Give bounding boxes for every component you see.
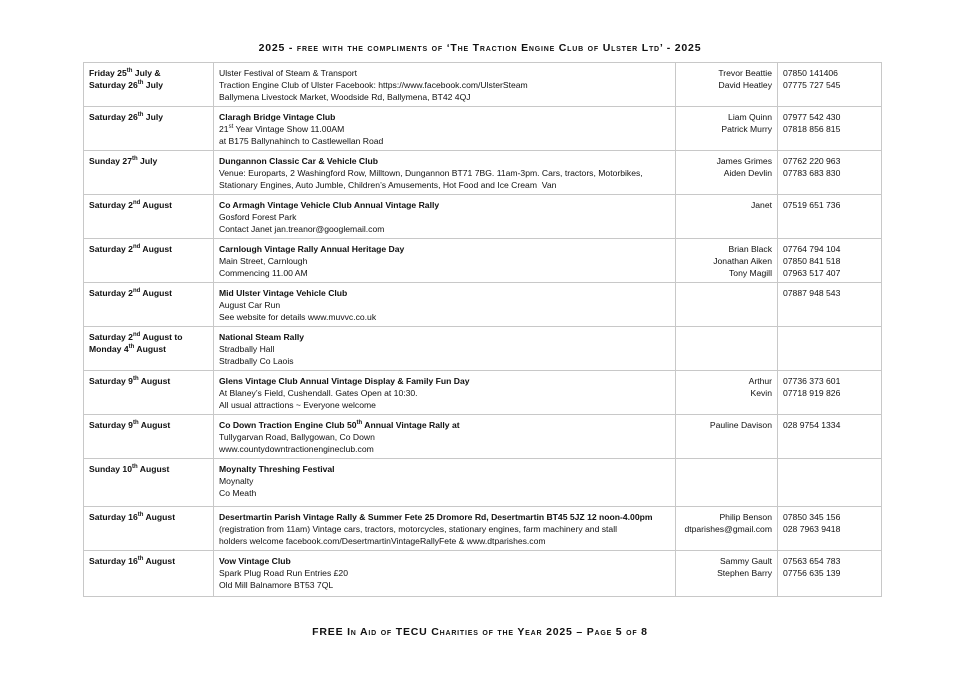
event-date-line: Sunday 10th August	[89, 464, 170, 474]
contact-name: Janet	[750, 200, 772, 210]
event-row	[84, 371, 882, 415]
event-title: Carnlough Vintage Rally Annual Heritage Day	[219, 244, 405, 254]
event-row	[84, 415, 882, 459]
event-detail-line: Stradbally Co Laois	[219, 356, 294, 366]
contact-phone: 07850 345 156	[783, 512, 841, 522]
event-phones	[778, 151, 882, 195]
event-date-line: Saturday 2nd August	[89, 288, 172, 298]
contact-name: James Grimes	[716, 156, 772, 166]
event-row	[84, 195, 882, 239]
event-phones	[778, 327, 882, 371]
event-date	[84, 507, 214, 551]
event-detail-line: Stationary Engines, Auto Jumble, Children’s Amusements, Hot Food and Ice Cream Van	[219, 180, 557, 190]
event-details	[214, 195, 676, 239]
contact-name: Sammy Gault	[719, 556, 772, 566]
event-date-line: Saturday 2nd August	[89, 200, 172, 210]
event-contacts	[676, 195, 778, 239]
event-details	[214, 415, 676, 459]
event-detail-line: holders welcome facebook.com/DesertmartinVintageRallyFete & www.dtparishes.com	[219, 536, 546, 546]
event-date	[84, 415, 214, 459]
event-phones	[778, 239, 882, 283]
event-contacts	[676, 63, 778, 107]
event-row	[84, 107, 882, 151]
event-details	[214, 459, 676, 507]
event-detail-line: (registration from 11am) Vintage cars, tractors, motorcycles, stationary engines, farm machinery and stall	[219, 524, 618, 534]
contact-name: Patrick Murry	[721, 124, 772, 134]
event-date-line: Saturday 16th August	[89, 512, 176, 522]
event-date	[84, 283, 214, 327]
event-detail-line: Old Mill Balnamore BT53 7QL	[219, 580, 334, 590]
event-details	[214, 283, 676, 327]
event-title: Vow Vintage Club	[219, 556, 291, 566]
event-details	[214, 507, 676, 551]
event-date-line: Saturday 26th July	[89, 112, 163, 122]
event-row	[84, 551, 882, 597]
contact-phone: 07764 794 104	[783, 244, 841, 254]
event-detail-line: Spark Plug Road Run Entries £20	[219, 568, 348, 578]
event-contacts	[676, 107, 778, 151]
event-row	[84, 459, 882, 507]
contact-name: Brian Black	[728, 244, 772, 254]
event-phones	[778, 507, 882, 551]
event-detail-line: Moynalty	[219, 476, 254, 486]
event-detail-line: Commencing 11.00 AM	[219, 268, 308, 278]
event-date-line: Saturday 9th August	[89, 376, 171, 386]
event-title: Co Down Traction Engine Club 50th Annual Vintage Rally at	[219, 420, 460, 430]
event-title: Dungannon Classic Car & Vehicle Club	[219, 156, 379, 166]
event-date-line: Saturday 16th August	[89, 556, 176, 566]
event-detail-line: 21st Year Vintage Show 11.00AM	[219, 124, 345, 134]
event-row	[84, 63, 882, 107]
event-title: Mid Ulster Vintage Vehicle Club	[219, 288, 348, 298]
event-phones	[778, 283, 882, 327]
event-phones	[778, 551, 882, 597]
event-contacts	[676, 551, 778, 597]
contact-phone: 07977 542 430	[783, 112, 841, 122]
event-details	[214, 151, 676, 195]
event-date-line: Friday 25th July &	[89, 68, 161, 78]
contact-name: Pauline Davison	[709, 420, 772, 430]
event-detail-line: at B175 Ballynahinch to Castlewellan Road	[219, 136, 384, 146]
contact-phone: 028 9754 1334	[783, 420, 841, 430]
contact-phone: 07887 948 543	[783, 288, 841, 298]
event-date	[84, 63, 214, 107]
event-phones	[778, 371, 882, 415]
event-title: Desertmartin Parish Vintage Rally & Summer Fete 25 Dromore Rd, Desertmartin BT45 5JZ 12 noon-4.00pm	[219, 512, 653, 522]
event-date	[84, 107, 214, 151]
event-contacts	[676, 371, 778, 415]
event-row	[84, 327, 882, 371]
event-detail-line: Ulster Festival of Steam & Transport	[219, 68, 358, 78]
contact-name: David Heatley	[718, 80, 772, 90]
event-contacts	[676, 151, 778, 195]
contact-name: Liam Quinn	[728, 112, 772, 122]
event-detail-line: Co Meath	[219, 488, 257, 498]
event-detail-line: All usual attractions ~ Everyone welcome	[219, 400, 376, 410]
event-date-line: Saturday 26th July	[89, 80, 163, 90]
event-detail-line: Tullygarvan Road, Ballygowan, Co Down	[219, 432, 375, 442]
event-row	[84, 507, 882, 551]
event-date-line: Monday 4th August	[89, 344, 166, 354]
event-detail-line: Traction Engine Club of Ulster Facebook: https://www.facebook.com/UlsterSteam	[219, 80, 528, 90]
contact-phone: 07850 841 518	[783, 256, 841, 266]
event-title: National Steam Rally	[219, 332, 305, 342]
contact-phone: 07762 220 963	[783, 156, 841, 166]
event-phones	[778, 63, 882, 107]
event-contacts	[676, 283, 778, 327]
event-details	[214, 371, 676, 415]
event-detail-line: Stradbally Hall	[219, 344, 275, 354]
event-contacts	[676, 327, 778, 371]
contact-phone: 07756 635 139	[783, 568, 841, 578]
contact-phone: 07783 683 830	[783, 168, 841, 178]
contact-name: Trevor Beattie	[718, 68, 772, 78]
event-detail-line: www.countydowntractionengineclub.com	[219, 444, 374, 454]
event-title: Claragh Bridge Vintage Club	[219, 112, 336, 122]
contact-phone: 07519 651 736	[783, 200, 841, 210]
event-phones	[778, 459, 882, 507]
event-date	[84, 459, 214, 507]
contact-phone: 07850 141406	[783, 68, 838, 78]
event-title: Glens Vintage Club Annual Vintage Display & Family Fun Day	[219, 376, 470, 386]
event-details	[214, 107, 676, 151]
event-contacts	[676, 415, 778, 459]
contact-name: Jonathan Aiken	[713, 256, 772, 266]
contact-name: Tony Magill	[729, 268, 772, 278]
event-date	[84, 327, 214, 371]
events-table	[83, 62, 882, 597]
contact-phone: 028 7963 9418	[783, 524, 841, 534]
event-detail-line: August Car Run	[219, 300, 281, 310]
event-detail-line: Contact Janet jan.treanor@googlemail.com	[219, 224, 385, 234]
event-phones	[778, 415, 882, 459]
event-date-line: Saturday 9th August	[89, 420, 171, 430]
event-detail-line: Gosford Forest Park	[219, 212, 297, 222]
event-contacts	[676, 507, 778, 551]
event-detail-line: Ballymena Livestock Market, Woodside Rd, Ballymena, BT42 4QJ	[219, 92, 471, 102]
event-details	[214, 551, 676, 597]
event-row	[84, 151, 882, 195]
event-detail-line: See website for details www.muvvc.co.uk	[219, 312, 377, 322]
event-title: Moynalty Threshing Festival	[219, 464, 335, 474]
event-details	[214, 63, 676, 107]
contact-name: Kevin	[750, 388, 772, 398]
event-detail-line: At Blaney’s Field, Cushendall. Gates Open at 10:30.	[219, 388, 418, 398]
event-date	[84, 195, 214, 239]
event-details	[214, 327, 676, 371]
contact-name: dtparishes@gmail.com	[684, 524, 772, 534]
event-date	[84, 239, 214, 283]
contact-phone: 07963 517 407	[783, 268, 841, 278]
event-details	[214, 239, 676, 283]
event-detail-line: Venue: Europarts, 2 Washingford Row, Milltown, Dungannon BT71 7BG. 11am-3pm. Cars, tractors, Motorbikes,	[219, 168, 643, 178]
contact-phone: 07718 919 826	[783, 388, 841, 398]
event-row	[84, 283, 882, 327]
event-date-line: Saturday 2nd August	[89, 244, 172, 254]
event-contacts	[676, 239, 778, 283]
events-body	[84, 63, 882, 597]
contact-name: Philip Benson	[719, 512, 772, 522]
event-date-line: Sunday 27th July	[89, 156, 158, 166]
event-phones	[778, 195, 882, 239]
contact-name: Aiden Devlin	[723, 168, 772, 178]
contact-name: Stephen Barry	[717, 568, 772, 578]
event-contacts	[676, 459, 778, 507]
event-phones	[778, 107, 882, 151]
event-date	[84, 551, 214, 597]
event-date	[84, 371, 214, 415]
contact-name: Arthur	[748, 376, 772, 386]
event-date	[84, 151, 214, 195]
page-header: 2025 - free with the compliments of ‘The Traction Engine Club of Ulster Ltd’ - 2025	[258, 42, 702, 54]
page-footer: FREE In Aid of TECU Charities of the Year 2025 – Page 5 of 8	[312, 626, 648, 638]
event-row	[84, 239, 882, 283]
contact-phone: 07775 727 545	[783, 80, 841, 90]
event-title: Co Armagh Vintage Vehicle Club Annual Vintage Rally	[219, 200, 440, 210]
event-date-line: Saturday 2nd August to	[89, 332, 183, 342]
contact-phone: 07818 856 815	[783, 124, 841, 134]
contact-phone: 07736 373 601	[783, 376, 841, 386]
contact-phone: 07563 654 783	[783, 556, 841, 566]
event-detail-line: Main Street, Carnlough	[219, 256, 308, 266]
